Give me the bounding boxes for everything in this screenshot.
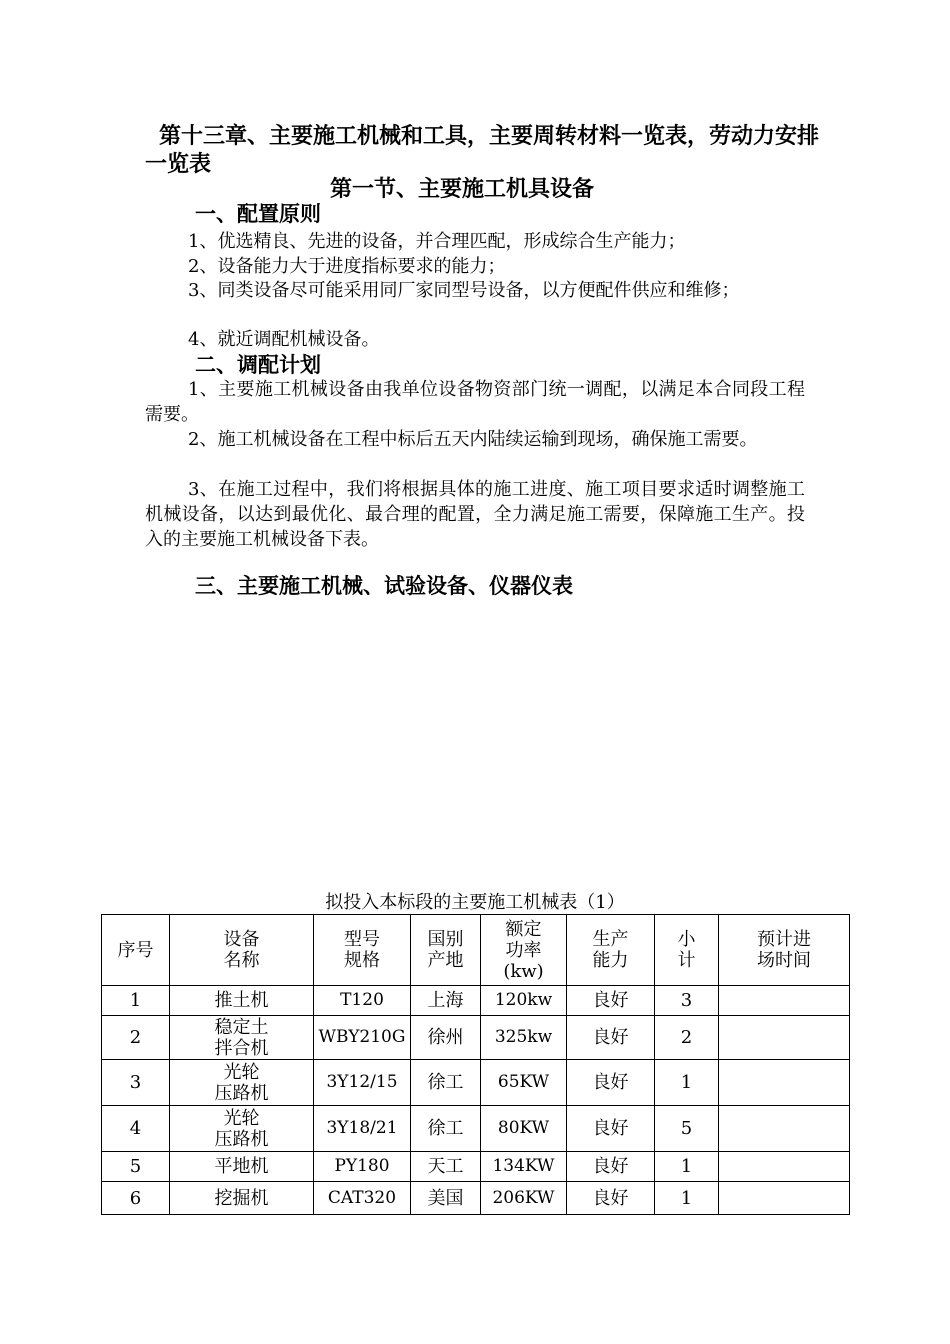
cell-count: 1: [655, 1182, 719, 1215]
cell-no: 3: [102, 1060, 170, 1106]
cell-origin: 徐工: [411, 1106, 481, 1152]
cell-count: 5: [655, 1106, 719, 1152]
cell-model: WBY210G: [314, 1016, 411, 1060]
cell-count: 1: [655, 1152, 719, 1182]
cell-power: 134KW: [481, 1152, 567, 1182]
cell-no: 1: [102, 986, 170, 1016]
cell-origin: 徐工: [411, 1060, 481, 1106]
table-caption: 拟投入本标段的主要施工机械表（1）: [325, 892, 625, 913]
cell-power: 120kw: [481, 986, 567, 1016]
header-no: 序号: [102, 915, 170, 986]
header-name: 设备 名称: [170, 915, 314, 986]
cell-capacity: 良好: [567, 1060, 655, 1106]
part3-heading: 三、主要施工机械、试验设备、仪器仪表: [195, 573, 573, 598]
part2-item-1: 1、主要施工机械设备由我单位设备物资部门统一调配，以满足本合同段工程需要。: [145, 379, 805, 425]
table-row: [102, 1152, 850, 1182]
part2-item-3: 3、在施工过程中，我们将根据具体的施工进度、施工项目要求适时调整施工机械设备，以达到最优化、最合理的配置，全力满足施工需要，保障施工生产。投入的主要施工机械设备下表。: [145, 479, 805, 550]
cell-power: 80KW: [481, 1106, 567, 1152]
cell-name: 稳定土 拌合机: [170, 1016, 314, 1060]
cell-time: [719, 1182, 850, 1215]
cell-origin: 天工: [411, 1152, 481, 1182]
cell-no: 6: [102, 1182, 170, 1215]
chapter-title: 第十三章、主要施工机械和工具，主要周转材料一览表，劳动力安排一览表: [145, 123, 820, 177]
cell-capacity: 良好: [567, 1106, 655, 1152]
part1-heading: 一、配置原则: [195, 201, 321, 226]
cell-no: 5: [102, 1152, 170, 1182]
cell-time: [719, 1016, 850, 1060]
cell-time: [719, 1106, 850, 1152]
part2-item-2: 2、施工机械设备在工程中标后五天内陆续运输到现场，确保施工需要。: [188, 429, 758, 450]
cell-model: PY180: [314, 1152, 411, 1182]
part1-item-2: 2、设备能力大于进度指标要求的能力；: [188, 256, 506, 277]
cell-model: CAT320: [314, 1182, 411, 1215]
header-capacity: 生产 能力: [567, 915, 655, 986]
section-title: 第一节、主要施工机具设备: [330, 176, 595, 202]
cell-count: 3: [655, 986, 719, 1016]
cell-origin: 上海: [411, 986, 481, 1016]
part1-item-3: 3、同类设备尽可能采用同厂家同型号设备，以方便配件供应和维修；: [188, 280, 740, 301]
cell-name: 推土机: [170, 986, 314, 1016]
header-count: 小 计: [655, 915, 719, 986]
cell-time: [719, 1060, 850, 1106]
part1-item-4: 4、就近调配机械设备。: [188, 329, 380, 350]
cell-name: 光轮 压路机: [170, 1060, 314, 1106]
cell-name: 平地机: [170, 1152, 314, 1182]
cell-name: 光轮 压路机: [170, 1106, 314, 1152]
cell-capacity: 良好: [567, 1016, 655, 1060]
cell-capacity: 良好: [567, 986, 655, 1016]
table-row: [102, 1182, 850, 1215]
table-row: [102, 1016, 850, 1060]
cell-capacity: 良好: [567, 1152, 655, 1182]
cell-power: 206KW: [481, 1182, 567, 1215]
header-time: 预计进 场时间: [719, 915, 850, 986]
part1-item-1: 1、优选精良、先进的设备，并合理匹配，形成综合生产能力；: [188, 231, 686, 252]
cell-model: T120: [314, 986, 411, 1016]
cell-time: [719, 986, 850, 1016]
cell-name: 挖掘机: [170, 1182, 314, 1215]
table-row: [102, 1060, 850, 1106]
cell-capacity: 良好: [567, 1182, 655, 1215]
cell-no: 2: [102, 1016, 170, 1060]
cell-power: 325kw: [481, 1016, 567, 1060]
cell-origin: 徐州: [411, 1016, 481, 1060]
header-model: 型号 规格: [314, 915, 411, 986]
header-power: 额定 功率 (kw): [481, 915, 567, 986]
cell-power: 65KW: [481, 1060, 567, 1106]
cell-time: [719, 1152, 850, 1182]
table-header-row: [102, 915, 850, 986]
equipment-table: [101, 914, 850, 1215]
header-origin: 国别 产地: [411, 915, 481, 986]
cell-count: 1: [655, 1060, 719, 1106]
cell-model: 3Y18/21: [314, 1106, 411, 1152]
cell-count: 2: [655, 1016, 719, 1060]
table-row: [102, 986, 850, 1016]
part2-heading: 二、调配计划: [195, 352, 321, 377]
cell-no: 4: [102, 1106, 170, 1152]
cell-origin: 美国: [411, 1182, 481, 1215]
cell-model: 3Y12/15: [314, 1060, 411, 1106]
table-row: [102, 1106, 850, 1152]
